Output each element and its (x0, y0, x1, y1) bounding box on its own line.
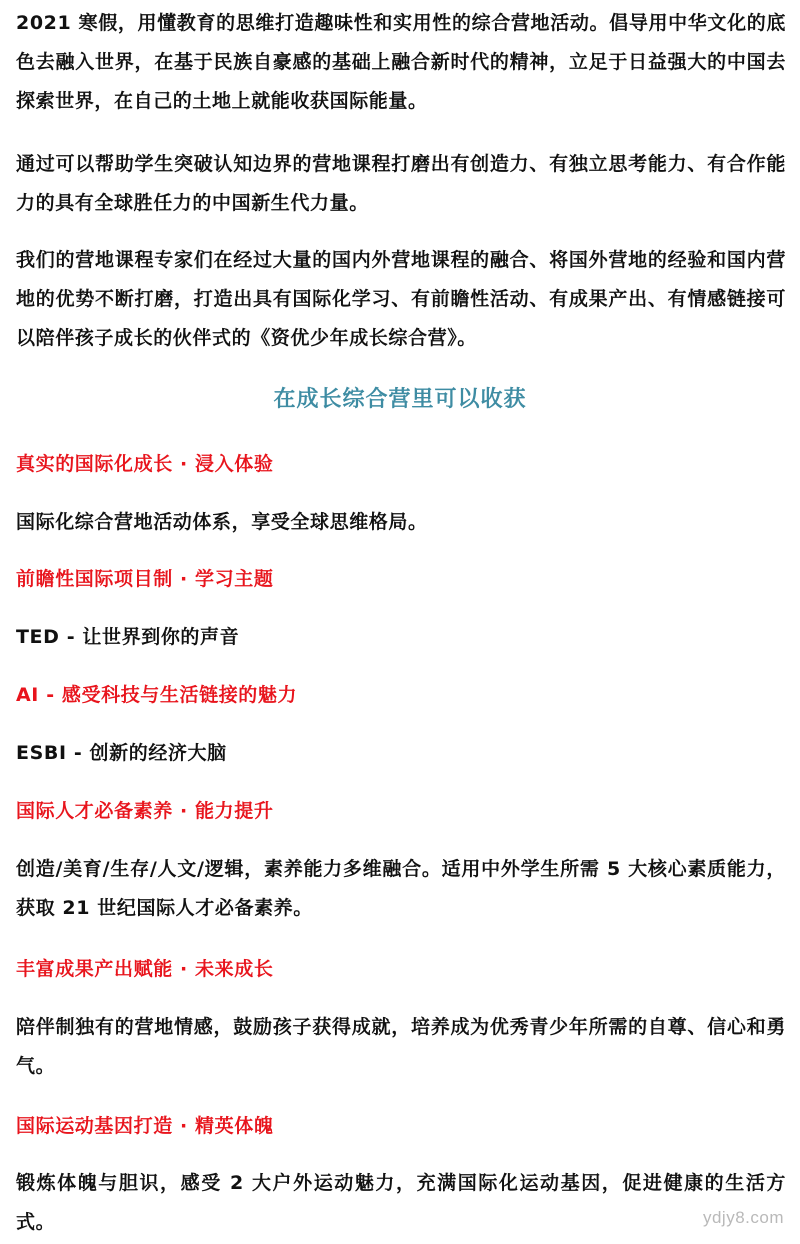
benefit-heading-2: 前瞻性国际项目制 · 学习主题 (16, 568, 274, 590)
site-watermark: ydjy8.com (702, 1208, 784, 1227)
benefit-text-3: 创造/美育/生存/人文/逻辑，素养能力多维融合。适用中外学生所需 5 大核心素质能力，获取 21 世纪国际人才必备素养。 (16, 858, 786, 919)
intro-paragraph-3: 我们的营地课程专家们在经过大量的国内外营地课程的融合、将国外营地的经验和国内营地的优势不断打磨，打造出具有国际化学习、有前瞻性活动、有成果产出、有情感链接可以陪伴孩子成长的伙伴式的《资优少年成长综合营》。 (16, 249, 786, 349)
benefit-heading-4: 丰富成果产出赋能 · 未来成长 (16, 958, 274, 980)
benefit-item-ai: AI - 感受科技与生活链接的魅力 (16, 684, 298, 706)
section-title: 在成长综合营里可以收获 (273, 387, 527, 412)
benefit-heading-5: 国际运动基因打造 · 精英体魄 (16, 1115, 274, 1137)
benefit-text-4: 陪伴制独有的营地情感，鼓励孩子获得成就，培养成为优秀青少年所需的自尊、信心和勇气。 (16, 1016, 786, 1077)
benefit-text-5: 锻炼体魄与胆识，感受 2 大户外运动魅力，充满国际化运动基因，促进健康的生活方式。 (16, 1172, 786, 1233)
benefit-heading-1: 真实的国际化成长 · 浸入体验 (16, 453, 274, 475)
benefit-item-ted: TED - 让世界到你的声音 (16, 626, 240, 648)
benefit-item-esbi: ESBI - 创新的经济大脑 (16, 742, 227, 764)
intro-paragraph-1: 2021 寒假，用懂教育的思维打造趣味性和实用性的综合营地活动。倡导用中华文化的底色去融入世界，在基于民族自豪感的基础上融合新时代的精神，立足于日益强大的中国去探索世界，在自己的土地上就能收获国际能量。 (16, 12, 786, 112)
intro-paragraph-2: 通过可以帮助学生突破认知边界的营地课程打磨出有创造力、有独立思考能力、有合作能力的具有全球胜任力的中国新生代力量。 (16, 153, 786, 214)
benefit-text-1: 国际化综合营地活动体系，享受全球思维格局。 (16, 511, 428, 533)
benefit-heading-3: 国际人才必备素养 · 能力提升 (16, 800, 274, 822)
